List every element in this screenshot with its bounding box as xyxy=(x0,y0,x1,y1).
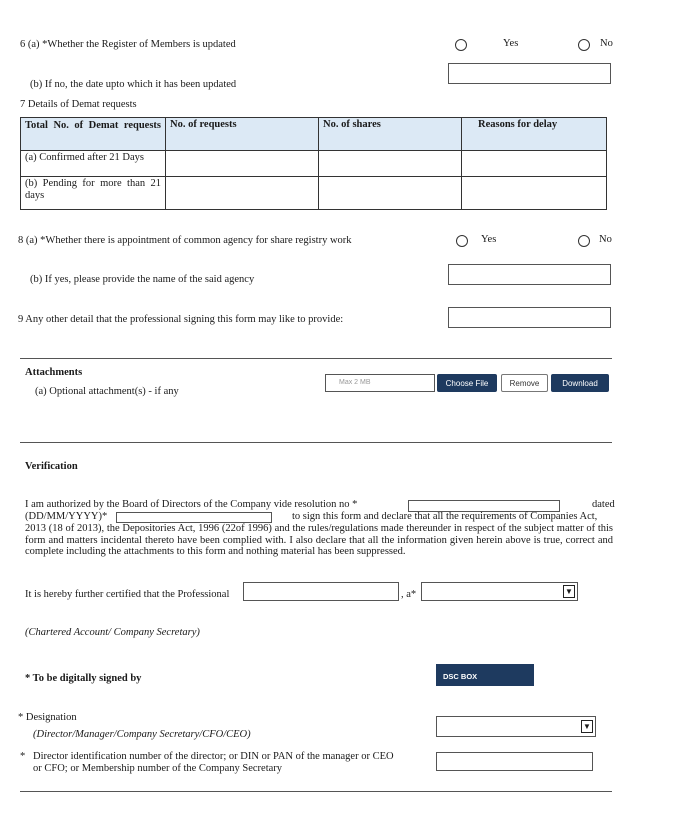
din-label-line2: or CFO; or Membership number of the Company Secretary xyxy=(33,763,283,774)
verification-line1: I am authorized by the Board of Directors of the Company vide resolution no * xyxy=(25,499,358,510)
col-header: Total No. of Demat requests xyxy=(21,118,166,151)
din-label-line1: Director identification number of the director; or DIN or PAN of the manager or CEO xyxy=(33,751,394,762)
shares-cell[interactable] xyxy=(319,177,462,210)
dsc-box[interactable]: DSC BOX xyxy=(436,664,534,686)
q7-label: 7 Details of Demat requests xyxy=(20,99,137,110)
q8b-agency-input[interactable] xyxy=(448,264,611,285)
shares-cell[interactable] xyxy=(319,151,462,177)
table-row xyxy=(21,177,607,210)
verification-date-label: (DD/MM/YYYY)* xyxy=(25,511,108,522)
attachments-item: (a) Optional attachment(s) - if any xyxy=(35,386,179,397)
professional-type-select[interactable] xyxy=(421,582,578,601)
verification-line2: to sign this form and declare that all the requirements of Companies Act, xyxy=(292,511,598,522)
designation-select[interactable] xyxy=(436,716,596,737)
q8a-label: 8 (a) *Whether there is appointment of common agency for share registry work xyxy=(18,235,352,246)
file-input[interactable]: Max 2 MB xyxy=(325,374,435,392)
row-label: (b) Pending for more than 21 days xyxy=(21,177,166,210)
q6-yes-label: Yes xyxy=(503,38,519,49)
row-label: (a) Confirmed after 21 Days xyxy=(21,151,166,177)
divider xyxy=(20,442,612,443)
requests-cell[interactable] xyxy=(166,151,319,177)
q9-detail-input[interactable] xyxy=(448,307,611,328)
verification-declaration: 2013 (18 of 2013), the Depositories Act, 1996 (22of 1996) and the rules/regulations made thereunder in respect of the subject matter of this form and matters incidental thereto have been complied with. I also declare that all the information given herein above is true, correct and complete including the attachments to this form and nothing material has been suppressed. xyxy=(25,523,613,557)
divider xyxy=(20,358,612,359)
requests-cell[interactable] xyxy=(166,177,319,210)
remove-button[interactable]: Remove xyxy=(501,374,548,392)
table-row xyxy=(21,151,607,177)
table-header-row xyxy=(21,118,607,151)
designation-label: * Designation xyxy=(18,712,77,723)
col-header: No. of shares xyxy=(319,118,462,151)
q6a-label: 6 (a) *Whether the Register of Members is updated xyxy=(20,39,236,50)
q6b-label: (b) If no, the date upto which it has been updated xyxy=(30,79,237,90)
signing-label: * To be digitally signed by xyxy=(25,673,142,684)
q8-yes-radio[interactable] xyxy=(456,235,468,247)
reasons-cell[interactable] xyxy=(462,151,607,177)
professional-name-input[interactable] xyxy=(243,582,399,601)
reasons-cell[interactable] xyxy=(462,177,607,210)
certify-label: It is hereby further certified that the Professional xyxy=(25,589,230,600)
q6-yes-radio[interactable] xyxy=(455,39,467,51)
col-header: Reasons for delay xyxy=(462,118,607,151)
q9-label: 9 Any other detail that the professional signing this form may like to provide: xyxy=(18,314,344,325)
attachments-title: Attachments xyxy=(25,367,83,378)
certify-suffix: , a* xyxy=(401,589,417,600)
q8b-label: (b) If yes, please provide the name of the said agency xyxy=(30,274,255,285)
choose-file-button[interactable]: Choose File xyxy=(437,374,497,392)
chevron-down-icon[interactable]: ▼ xyxy=(563,585,575,598)
professional-note: (Chartered Account/ Company Secretary) xyxy=(25,627,200,638)
q8-no-radio[interactable] xyxy=(578,235,590,247)
verification-dated: dated xyxy=(592,499,615,510)
q6b-date-input[interactable] xyxy=(448,63,611,84)
chevron-down-icon[interactable]: ▼ xyxy=(581,720,593,733)
col-header: No. of requests xyxy=(166,118,319,151)
din-input[interactable] xyxy=(436,752,593,771)
resolution-date-input[interactable] xyxy=(116,512,272,523)
verification-title: Verification xyxy=(25,461,78,472)
din-star: * xyxy=(20,751,26,762)
q8-yes-label: Yes xyxy=(481,234,497,245)
download-button[interactable]: Download xyxy=(551,374,609,392)
q6-no-radio[interactable] xyxy=(578,39,590,51)
q8-no-label: No xyxy=(599,234,612,245)
designation-note: (Director/Manager/Company Secretary/CFO/CEO) xyxy=(33,729,251,740)
demat-table xyxy=(20,117,607,210)
q6-no-label: No xyxy=(600,38,613,49)
divider xyxy=(20,791,612,792)
